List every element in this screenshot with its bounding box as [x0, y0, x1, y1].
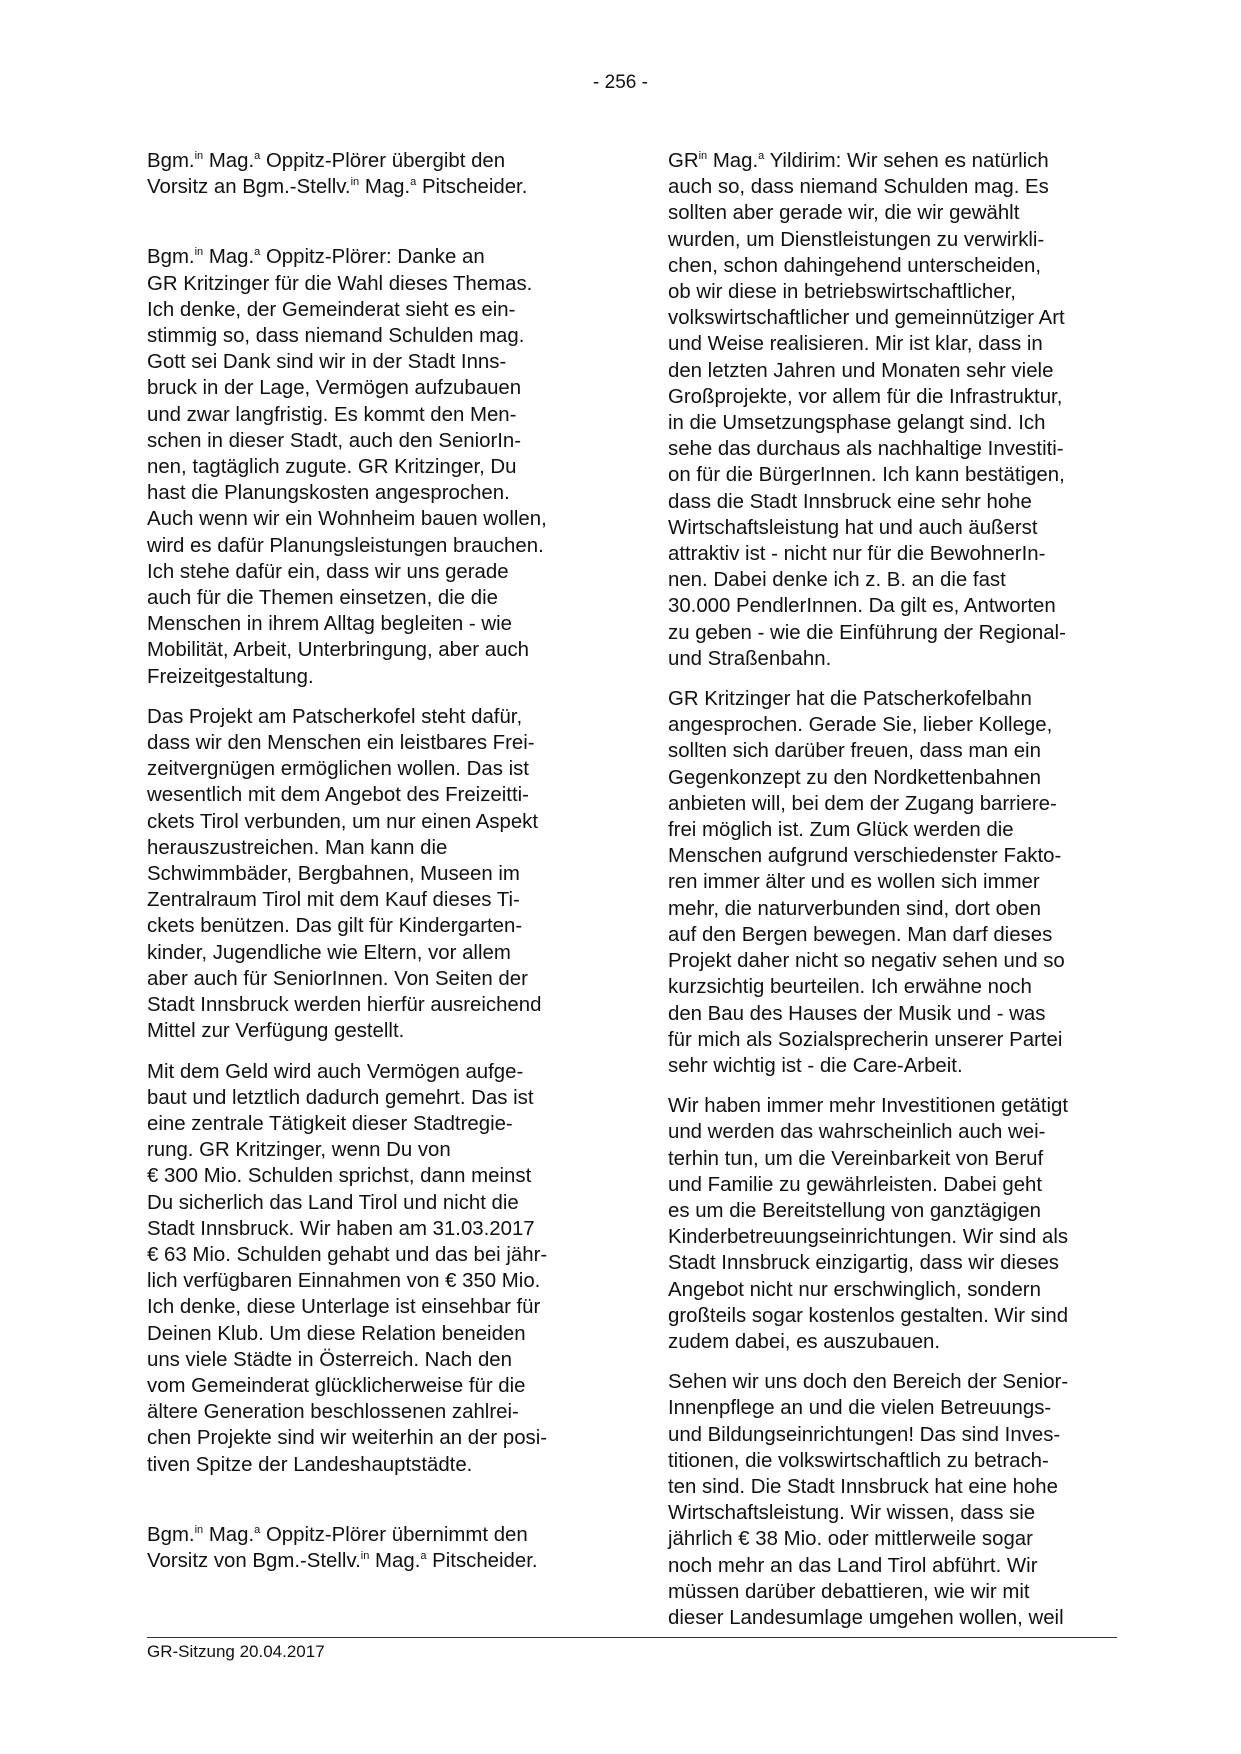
- paragraph-p1: [147, 148, 603, 200]
- text-line: stimmig so, dass niemand Schulden mag.: [147, 325, 525, 348]
- text-line: und werden das wahrscheinlich auch wei-: [668, 1121, 1046, 1144]
- text-line: sollten sich darüber freuen, dass man ein: [668, 740, 1041, 763]
- text-line: bruck in der Lage, Vermögen aufzubauen: [147, 377, 522, 400]
- superscript: in: [194, 150, 204, 162]
- text-line: Mobilität, Arbeit, Unterbringung, aber auch: [147, 639, 529, 662]
- text-line: zudem dabei, es auszubauen.: [668, 1330, 941, 1353]
- superscript: in: [360, 1549, 370, 1562]
- paragraph-p5: [147, 1522, 603, 1574]
- text-line: Menschen in ihrem Alltag begleiten - wie: [147, 613, 512, 636]
- text-line: nen, tagtäglich zugute. GR Kritzinger, Du: [147, 456, 517, 479]
- text-line: auf den Bergen bewegen. Man darf dieses: [668, 923, 1053, 946]
- superscript: a: [254, 1523, 261, 1536]
- text-line: Auch wenn wir ein Wohnheim bauen wollen,: [147, 508, 547, 531]
- text-line: den letzten Jahren und Monaten sehr viele: [668, 359, 1054, 382]
- right-column: [668, 148, 1124, 1645]
- superscript: a: [254, 150, 261, 162]
- text-line: und zwar langfristig. Es kommt den Men-: [147, 403, 517, 426]
- paragraph-p8: [668, 1093, 1124, 1355]
- text-line: schen in dieser Stadt, auch den SeniorIn-: [147, 429, 522, 452]
- text-line: kurzsichtig beurteilen. Ich erwähne noch: [668, 976, 1032, 999]
- text-line: auch für die Themen einsetzen, die die: [147, 587, 499, 610]
- text-line: noch mehr an das Land Tirol abführt. Wir: [668, 1554, 1038, 1577]
- text-line: Wirtschaftsleistung hat und auch äußerst: [668, 516, 1038, 539]
- text-line: zeitvergnügen ermöglichen wollen. Das ist: [147, 758, 529, 781]
- text-line: Gegenkonzept zu den Nordkettenbahnen: [668, 766, 1041, 789]
- text-line: Gott sei Dank sind wir in der Stadt Inns-: [147, 351, 507, 374]
- superscript: a: [410, 176, 417, 189]
- text-line: sehr wichtig ist - die Care-Arbeit.: [668, 1054, 963, 1077]
- paragraph-p9: [668, 1369, 1124, 1631]
- superscript: in: [350, 176, 360, 189]
- superscript: in: [194, 246, 204, 259]
- text-line: jährlich € 38 Mio. oder mittlerweile sogar: [668, 1528, 1033, 1551]
- text-line: Ich stehe dafür ein, dass wir uns gerade: [147, 560, 509, 583]
- text-line: ob wir diese in betriebswirtschaftlicher,: [668, 281, 1016, 304]
- text-line: Innenpflege an und die vielen Betreuungs-: [668, 1397, 1052, 1420]
- text-line: wesentlich mit dem Angebot des Freizeitti-: [147, 784, 529, 807]
- paragraph-p6: [668, 148, 1124, 672]
- text-line: Freizeitgestaltung.: [147, 665, 314, 688]
- text-line: rung. GR Kritzinger, wenn Du von: [147, 1139, 451, 1162]
- text-line: attraktiv ist - nicht nur für die BewohnerIn-: [668, 543, 1046, 566]
- text-line: Deinen Klub. Um diese Relation beneiden: [147, 1322, 526, 1345]
- text-line: Vorsitz an Bgm.-Stellv.$^{in}$ Mag.$^a$ Pitscheider.: [147, 176, 528, 199]
- text-line: 30.000 PendlerInnen. Da gilt es, Antworten: [668, 595, 1056, 618]
- text-line: mehr, die naturverbunden sind, dort oben: [668, 897, 1041, 920]
- text-line: anbieten will, bei dem der Zugang barriere-: [668, 792, 1057, 815]
- text-line: $GR^{in}$ Mag.$^a$ Yildirim: Wir sehen es natürlich: [668, 150, 1049, 172]
- text-line: frei möglich ist. Zum Glück werden die: [668, 819, 1014, 842]
- text-line: Mit dem Geld wird auch Vermögen aufge-: [147, 1060, 524, 1083]
- text-line: sollten aber gerade wir, die wir gewählt: [668, 202, 1020, 225]
- paragraph-p7: [668, 686, 1124, 1079]
- text-line: hast die Planungskosten angesprochen.: [147, 482, 510, 505]
- text-line: Ich denke, diese Unterlage ist einsehbar für: [147, 1296, 541, 1319]
- text-line: Projekt daher nicht so negativ sehen und so: [668, 950, 1065, 973]
- superscript: in: [194, 1523, 204, 1536]
- superscript: a: [254, 246, 261, 259]
- text-line: Bgm.$^{in}$ Mag.$^a$ Oppitz-Plörer: Danke an: [147, 246, 485, 269]
- text-line: müssen darüber debattieren, wie wir mit: [668, 1580, 1030, 1603]
- text-line: Vorsitz von Bgm.-Stellv.$^{in}$ Mag.$^a$ Pitscheider.: [147, 1549, 538, 1572]
- text-line: für mich als Sozialsprecherin unserer Partei: [668, 1028, 1063, 1051]
- text-line: herauszustreichen. Man kann die: [147, 836, 448, 859]
- text-line: Stadt Innsbruck werden hierfür ausreichend: [147, 994, 542, 1017]
- text-line: aber auch für SeniorInnen. Von Seiten der: [147, 967, 528, 990]
- text-line: € 300 Mio. Schulden sprichst, dann meinst: [147, 1165, 532, 1188]
- text-line: kinder, Jugendliche wie Eltern, vor allem: [147, 941, 511, 964]
- text-line: sehe das durchaus als nachhaltige Investiti-: [668, 438, 1064, 461]
- text-line: zu geben - wie die Einführung der Regional-: [668, 621, 1066, 644]
- text-line: großteils sogar kostenlos gestalten. Wir sind: [668, 1304, 1069, 1327]
- text-line: ten sind. Die Stadt Innsbruck hat eine hohe: [668, 1475, 1058, 1498]
- text-line: ren immer älter und es wollen sich immer: [668, 871, 1040, 894]
- text-line: angesprochen. Gerade Sie, lieber Kollege,: [668, 714, 1053, 737]
- text-line: Kinderbetreuungseinrichtungen. Wir sind als: [668, 1226, 1069, 1249]
- text-line: uns viele Städte in Österreich. Nach den: [147, 1348, 512, 1371]
- footer-divider: [147, 1637, 1117, 1638]
- text-line: on für die BürgerInnen. Ich kann bestätigen,: [668, 464, 1065, 487]
- text-line: eine zentrale Tätigkeit dieser Stadtregie-: [147, 1112, 513, 1135]
- text-line: chen Projekte sind wir weiterhin an der posi-: [147, 1427, 548, 1450]
- text-line: chen, schon dahingehend unterscheiden,: [668, 254, 1041, 277]
- text-line: Angebot nicht nur erschwinglich, sondern: [668, 1278, 1041, 1301]
- text-line: den Bau des Hauses der Musik und - was: [668, 1002, 1046, 1025]
- text-line: GR Kritzinger für die Wahl dieses Themas.: [147, 272, 533, 295]
- paragraph-p4: [147, 1059, 603, 1478]
- text-line: ckets Tirol verbunden, um nur einen Aspekt: [147, 810, 539, 833]
- superscript: a: [758, 150, 765, 162]
- superscript: in: [698, 150, 708, 162]
- left-column: [147, 148, 603, 1588]
- text-line: es um die Bereitstellung von ganztägigen: [668, 1199, 1041, 1222]
- paragraph-p3: [147, 704, 603, 1045]
- text-line: auch so, dass niemand Schulden mag. Es: [668, 176, 1049, 199]
- text-line: Wir haben immer mehr Investitionen getätigt: [668, 1095, 1069, 1118]
- text-line: tiven Spitze der Landeshauptstädte.: [147, 1453, 473, 1476]
- text-line: Stadt Innsbruck einzigartig, dass wir dieses: [668, 1252, 1060, 1275]
- text-line: GR Kritzinger hat die Patscherkofelbahn: [668, 688, 1032, 711]
- text-line: Stadt Innsbruck. Wir haben am 31.03.2017: [147, 1217, 535, 1240]
- superscript: a: [420, 1549, 427, 1562]
- text-line: Mittel zur Verfügung gestellt.: [147, 1020, 405, 1043]
- text-line: Menschen aufgrund verschiedenster Fakto-: [668, 845, 1062, 868]
- text-line: volkswirtschaftlicher und gemeinnütziger Art: [668, 307, 1065, 330]
- paragraph-p2: [147, 244, 603, 689]
- text-line: Sehen wir uns doch den Bereich der Senior-: [668, 1371, 1069, 1394]
- page-number: - 256 -: [593, 72, 648, 93]
- text-line: ckets benützen. Das gilt für Kindergarten-: [147, 915, 523, 938]
- text-line: Das Projekt am Patscherkofel steht dafür,: [147, 705, 523, 728]
- footer-session-date: GR-Sitzung 20.04.2017: [147, 1642, 325, 1661]
- text-line: dass wir den Menschen ein leistbares Frei-: [147, 732, 535, 755]
- text-line: lich verfügbaren Einnahmen von € 350 Mio.: [147, 1270, 541, 1293]
- text-line: dieser Landesumlage umgehen wollen, weil: [668, 1606, 1064, 1629]
- text-line: vom Gemeinderat glücklicherweise für die: [147, 1374, 526, 1397]
- text-line: dass die Stadt Innsbruck eine sehr hohe: [668, 490, 1032, 513]
- text-line: wurden, um Dienstleistungen zu verwirkli-: [668, 228, 1045, 251]
- text-line: und Straßenbahn.: [668, 647, 832, 670]
- text-line: wird es dafür Planungsleistungen brauchen.: [147, 534, 544, 557]
- text-line: in die Umsetzungsphase gelangt sind. Ich: [668, 412, 1046, 435]
- text-line: und Familie zu gewährleisten. Dabei geht: [668, 1173, 1043, 1196]
- text-line: baut und letztlich dadurch gemehrt. Das ist: [147, 1086, 534, 1109]
- text-line: terhin tun, um die Vereinbarkeit von Beruf: [668, 1147, 1044, 1170]
- text-line: Zentralraum Tirol mit dem Kauf dieses Ti-: [147, 889, 520, 912]
- text-line: Bgm.$^{in}$ Mag.$^a$ Oppitz-Plörer übergibt den: [147, 150, 506, 172]
- text-line: Bgm.$^{in}$ Mag.$^a$ Oppitz-Plörer übernimmt den: [147, 1523, 528, 1546]
- text-line: und Bildungseinrichtungen! Das sind Inves-: [668, 1423, 1061, 1446]
- text-line: nen. Dabei denke ich z. B. an die fast: [668, 569, 1006, 592]
- text-line: Großprojekte, vor allem für die Infrastruktur,: [668, 385, 1063, 408]
- text-line: € 63 Mio. Schulden gehabt und das bei jähr-: [147, 1243, 548, 1266]
- text-line: Schwimmbäder, Bergbahnen, Museen im: [147, 863, 520, 886]
- text-line: Wirtschaftsleistung. Wir wissen, dass sie: [668, 1502, 1036, 1525]
- text-line: und Weise realisieren. Mir ist klar, dass in: [668, 333, 1043, 356]
- text-line: titionen, die volkswirtschaftlich zu betrach-: [668, 1449, 1049, 1472]
- text-line: Ich denke, der Gemeinderat sieht es ein-: [147, 298, 516, 321]
- text-line: Du sicherlich das Land Tirol und nicht die: [147, 1191, 519, 1214]
- text-line: ältere Generation beschlossenen zahlrei-: [147, 1401, 519, 1424]
